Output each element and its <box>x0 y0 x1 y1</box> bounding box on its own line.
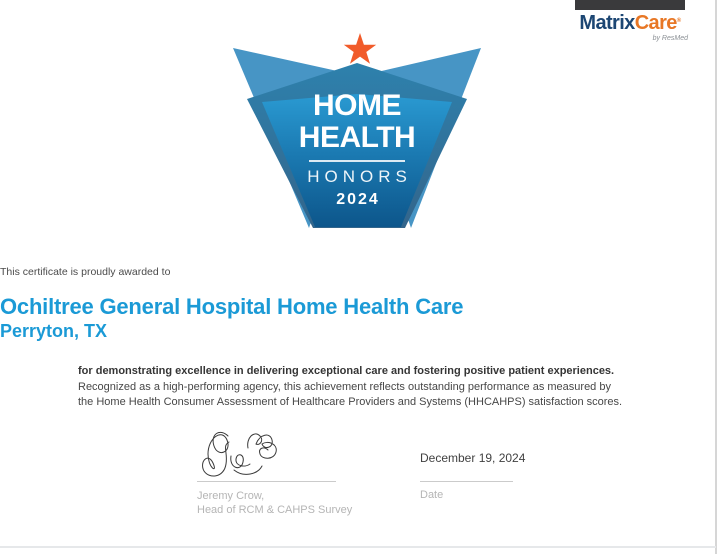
badge-year: 2024 <box>336 191 380 208</box>
signature-icon <box>198 426 290 482</box>
home-health-honors-badge <box>230 28 484 234</box>
date-line <box>420 481 513 482</box>
badge-divider <box>309 160 405 162</box>
registered-trademark-icon: ® <box>676 18 681 24</box>
certificate-body <box>78 364 638 411</box>
recipient-name: Ochiltree General Hospital Home Health Care <box>0 294 464 319</box>
page-bottom-edge <box>0 546 716 548</box>
recipient-location: Perryton, TX <box>0 321 108 341</box>
badge-honors-label: HONORS <box>307 167 412 186</box>
signatory-name: Jeremy Crow, <box>197 490 265 502</box>
star-icon <box>344 33 376 64</box>
certificate-body-line3: the Home Health Consumer Assessment of Healthcare Providers and Systems (HHCAHPS) satisfaction scores. <box>78 396 623 408</box>
signature-line <box>197 481 336 482</box>
signatory-title: Head of RCM & CAHPS Survey <box>197 504 353 516</box>
certificate-body-line2: Recognized as a high-performing agency, this achievement reflects outstanding performance as measured by <box>78 380 611 393</box>
matrixcare-wordmark-matrix: Matrix <box>579 12 635 34</box>
resmed-byline: by ResMed <box>652 35 688 42</box>
award-date: December 19, 2024 <box>420 451 526 465</box>
brand-top-bar <box>575 0 685 10</box>
date-label: Date <box>420 489 444 501</box>
certificate-intro-text: This certificate is proudly awarded to <box>0 266 171 278</box>
certificate-body-bold-line: for demonstrating excellence in delivering exceptional care and fostering positive patient experiences. <box>78 365 615 377</box>
matrixcare-logo <box>566 13 694 42</box>
matrixcare-wordmark <box>566 13 694 33</box>
badge-text <box>230 90 484 209</box>
badge-title-home: HOME <box>313 89 401 122</box>
signatory-name-title <box>197 489 352 517</box>
badge-title-health: HEALTH <box>298 121 416 154</box>
matrixcare-wordmark-care: Care <box>634 12 677 34</box>
page-right-edge <box>715 0 717 554</box>
